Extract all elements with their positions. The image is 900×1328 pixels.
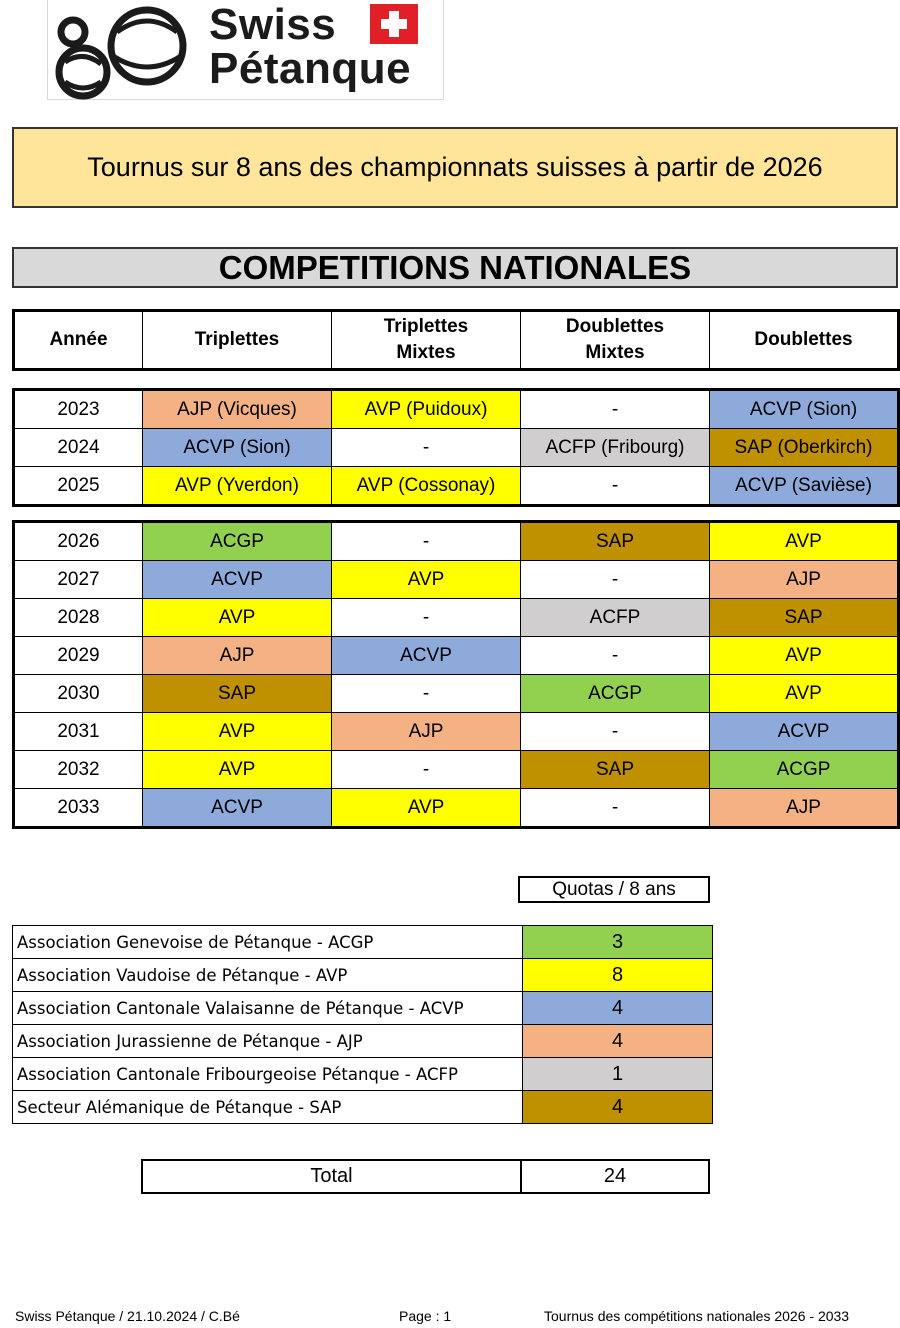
assignment-cell: ACGP (521, 675, 710, 713)
quota-row (13, 959, 713, 992)
assignment-cell: - (332, 599, 521, 637)
table-row (14, 429, 899, 467)
association-name: Association Vaudoise de Pétanque - AVP (13, 959, 523, 992)
footer-left: Swiss Pétanque / 21.10.2024 / C.Bé (15, 1308, 240, 1324)
year-cell: 2030 (14, 675, 143, 713)
association-name: Association Cantonale Fribourgeoise Pétanque - ACFP (13, 1058, 523, 1091)
assignment-cell: ACVP (Sion) (710, 390, 899, 429)
column-header-triplettes-mixtes (332, 311, 521, 370)
assignment-cell: AVP (710, 522, 899, 561)
quota-value: 4 (523, 992, 713, 1025)
assignment-cell: SAP (143, 675, 332, 713)
assignment-cell: ACVP (Savièse) (710, 467, 899, 506)
assignment-cell: SAP (710, 599, 899, 637)
quota-row (13, 1091, 713, 1124)
table-row (14, 751, 899, 789)
assignment-cell: AJP (710, 561, 899, 599)
assignment-cell: - (521, 561, 710, 599)
assignment-cell: SAP (Oberkirch) (710, 429, 899, 467)
quota-row (13, 926, 713, 959)
quota-row (13, 992, 713, 1025)
column-header-triplettes: Triplettes (143, 311, 332, 370)
assignment-cell: - (521, 713, 710, 751)
header-table (12, 309, 900, 371)
assignment-cell: AVP (Puidoux) (332, 390, 521, 429)
assignment-cell: - (521, 467, 710, 506)
quota-value: 8 (523, 959, 713, 992)
year-cell: 2032 (14, 751, 143, 789)
assignment-cell: ACFP (521, 599, 710, 637)
association-name: Association Genevoise de Pétanque - ACGP (13, 926, 523, 959)
petanque-balls-icon (51, 2, 201, 100)
association-name: Association Cantonale Valaisanne de Pétanque - ACVP (13, 992, 523, 1025)
assignment-cell: - (332, 675, 521, 713)
swiss-petanque-logo (47, 0, 444, 100)
table-row (14, 789, 899, 828)
association-name: Association Jurassienne de Pétanque - AJP (13, 1025, 523, 1058)
assignment-cell: AVP (143, 599, 332, 637)
quota-row (13, 1025, 713, 1058)
footer-right: Tournus des compétitions nationales 2026 - 2033 (544, 1308, 850, 1324)
quota-value: 4 (523, 1091, 713, 1124)
assignment-cell: AJP (143, 637, 332, 675)
assignment-cell: ACVP (143, 561, 332, 599)
year-cell: 2028 (14, 599, 143, 637)
past-years-table (12, 388, 900, 507)
association-name: Secteur Alémanique de Pétanque - SAP (13, 1091, 523, 1124)
table-row (14, 561, 899, 599)
column-header-doublettes-mixtes-label: Doublettes Mixtes (565, 316, 665, 363)
assignment-cell: AVP (332, 561, 521, 599)
total-row (141, 1159, 710, 1194)
assignment-cell: ACVP (Sion) (143, 429, 332, 467)
assignment-cell: ACGP (710, 751, 899, 789)
table-row (14, 675, 899, 713)
footer-page: Page : 1 (399, 1308, 452, 1324)
table-row (14, 637, 899, 675)
header-row (14, 311, 899, 370)
assignment-cell: - (521, 390, 710, 429)
logo-word-swiss: Swiss (209, 0, 337, 49)
assignment-cell: ACVP (710, 713, 899, 751)
assignment-cell: - (332, 751, 521, 789)
table-row (14, 713, 899, 751)
future-years-table (12, 520, 900, 829)
assignment-cell: ACVP (332, 637, 521, 675)
quotas-table (12, 925, 713, 1124)
assignment-cell: SAP (521, 751, 710, 789)
assignment-cell: - (332, 522, 521, 561)
assignment-cell: SAP (521, 522, 710, 561)
year-cell: 2031 (14, 713, 143, 751)
assignment-cell: ACFP (Fribourg) (521, 429, 710, 467)
column-header-annee: Année (14, 311, 143, 370)
assignment-cell: AVP (Yverdon) (143, 467, 332, 506)
assignment-cell: ACGP (143, 522, 332, 561)
assignment-cell: - (521, 637, 710, 675)
year-cell: 2027 (14, 561, 143, 599)
assignment-cell: AJP (710, 789, 899, 828)
assignment-cell: AVP (332, 789, 521, 828)
page-banner: Tournus sur 8 ans des championnats suisses à partir de 2026 (12, 127, 898, 208)
section-title: COMPETITIONS NATIONALES (12, 247, 898, 288)
table-row (14, 599, 899, 637)
year-cell: 2025 (14, 467, 143, 506)
assignment-cell: AVP (710, 675, 899, 713)
assignment-cell: AJP (332, 713, 521, 751)
swiss-cross-icon (370, 4, 418, 44)
table-row (14, 467, 899, 506)
quota-row (13, 1058, 713, 1091)
total-label: Total (143, 1161, 522, 1192)
assignment-cell: - (521, 789, 710, 828)
column-header-doublettes-mixtes (521, 311, 710, 370)
quota-value: 3 (523, 926, 713, 959)
year-cell: 2026 (14, 522, 143, 561)
assignment-cell: AJP (Vicques) (143, 390, 332, 429)
column-header-triplettes-mixtes-label: Triplettes Mixtes (383, 316, 469, 363)
quotas-header: Quotas / 8 ans (518, 876, 710, 903)
year-cell: 2029 (14, 637, 143, 675)
assignment-cell: - (332, 429, 521, 467)
assignment-cell: AVP (143, 713, 332, 751)
year-cell: 2023 (14, 390, 143, 429)
year-cell: 2024 (14, 429, 143, 467)
assignment-cell: AVP (143, 751, 332, 789)
year-cell: 2033 (14, 789, 143, 828)
assignment-cell: AVP (710, 637, 899, 675)
table-row (14, 522, 899, 561)
total-value: 24 (603, 1165, 627, 1187)
assignment-cell: AVP (Cossonay) (332, 467, 521, 506)
quota-value: 1 (523, 1058, 713, 1091)
logo-word-petanque: Pétanque (209, 44, 412, 93)
column-header-doublettes: Doublettes (710, 311, 899, 370)
assignment-cell: ACVP (143, 789, 332, 828)
quota-value: 4 (523, 1025, 713, 1058)
table-row (14, 390, 899, 429)
